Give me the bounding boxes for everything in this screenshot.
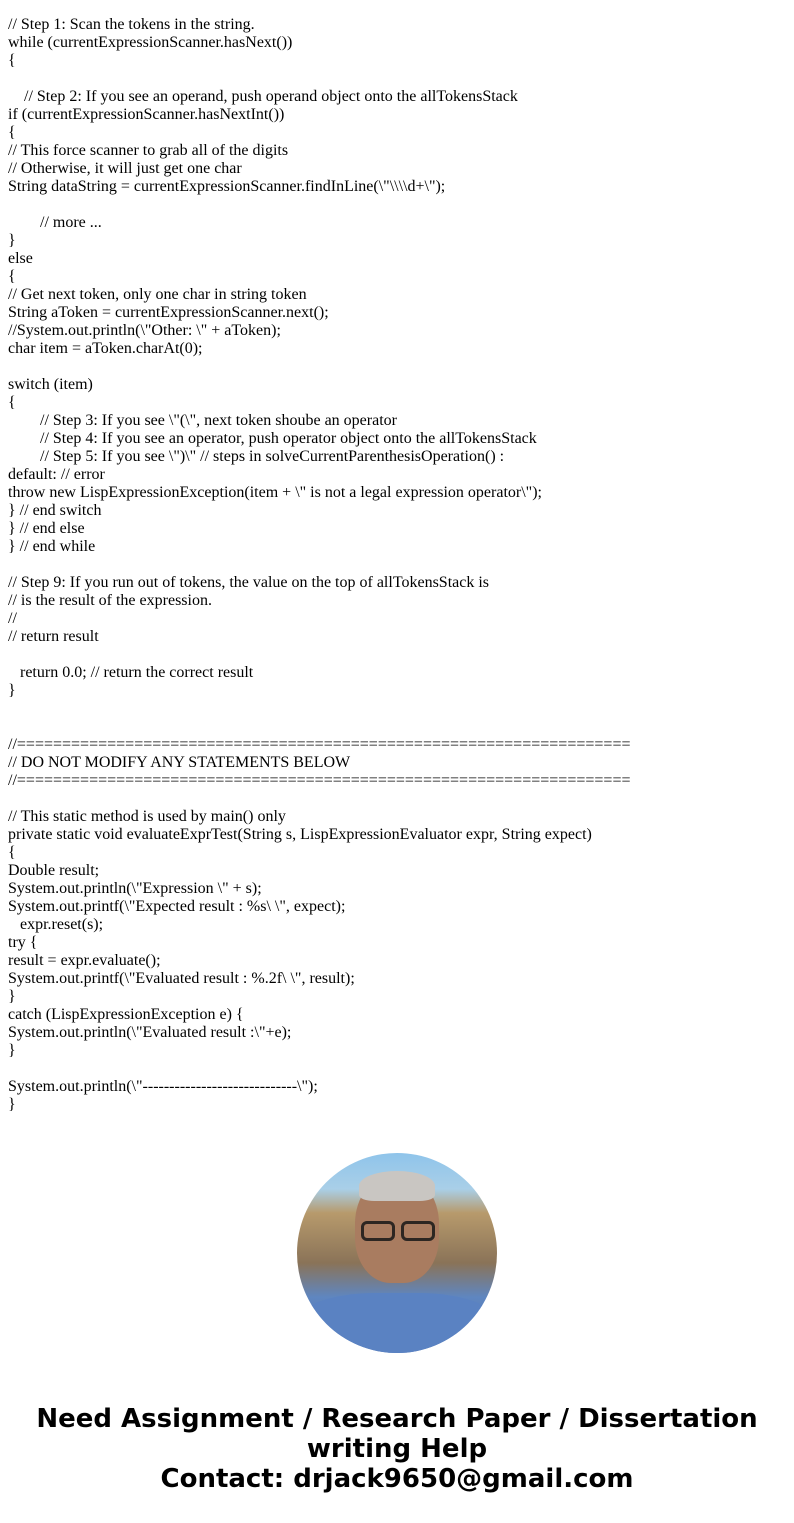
- code-line: return 0.0; // return the correct result: [8, 664, 254, 681]
- code-line: } // end else: [8, 520, 85, 537]
- code-line: //====================================================================: [8, 772, 631, 789]
- code-line: try {: [8, 934, 38, 951]
- code-line: {: [8, 52, 16, 69]
- code-line: }: [8, 1096, 16, 1113]
- code-line: expr.reset(s);: [8, 916, 104, 933]
- shirt: [297, 1293, 497, 1353]
- code-line: [8, 70, 630, 88]
- code-line: [8, 1060, 630, 1078]
- footer-line-3: Contact: drjack9650@gmail.com: [160, 1464, 634, 1494]
- code-line: //System.out.println(\"Other: \" + aToken);: [8, 322, 281, 339]
- code-line: // Step 4: If you see an operator, push operator object onto the allTokensStack: [8, 430, 537, 447]
- code-line: char item = aToken.charAt(0);: [8, 340, 203, 357]
- code-line: // more ...: [8, 214, 102, 231]
- code-line: } // end switch: [8, 502, 102, 519]
- code-line: } // end while: [8, 538, 96, 555]
- code-line: catch (LispExpressionException e) {: [8, 1006, 244, 1023]
- code-line: //====================================================================: [8, 736, 631, 753]
- code-line: private static void evaluateExprTest(String s, LispExpressionEvaluator expr, String expect): [8, 826, 592, 843]
- code-line: [8, 700, 630, 718]
- code-line: System.out.println(\"Expression \" + s);: [8, 880, 262, 897]
- code-line: if (currentExpressionScanner.hasNextInt()): [8, 106, 285, 123]
- code-line: String dataString = currentExpressionScanner.findInLine(\"\\\\d+\");: [8, 178, 446, 195]
- code-line: [8, 196, 630, 214]
- code-listing: [8, 16, 630, 1114]
- hair: [359, 1171, 435, 1201]
- code-line: // Step 5: If you see \")\" // steps in solveCurrentParenthesisOperation() :: [8, 448, 505, 465]
- code-line: [8, 790, 630, 808]
- code-line: }: [8, 682, 16, 699]
- code-line: // DO NOT MODIFY ANY STATEMENTS BELOW: [8, 754, 351, 771]
- footer-line-1: Need Assignment / Research Paper / Dissertation: [36, 1404, 758, 1434]
- code-line: result = expr.evaluate();: [8, 952, 161, 969]
- code-line: // is the result of the expression.: [8, 592, 212, 609]
- code-line: {: [8, 394, 16, 411]
- code-line: [8, 646, 630, 664]
- code-line: }: [8, 232, 16, 249]
- code-line: // Step 9: If you run out of tokens, the value on the top of allTokensStack is: [8, 574, 490, 591]
- code-line: // return result: [8, 628, 99, 645]
- code-line: }: [8, 1042, 16, 1059]
- glasses-icon: [357, 1221, 439, 1243]
- code-line: Double result;: [8, 862, 100, 879]
- code-line: switch (item): [8, 376, 93, 393]
- contact-footer: [0, 1404, 794, 1494]
- code-line: [8, 358, 630, 376]
- code-line: // Step 3: If you see \"(\", next token shoube an operator: [8, 412, 397, 429]
- code-line: System.out.println(\"Evaluated result :\"+e);: [8, 1024, 292, 1041]
- code-line: System.out.println(\"-----------------------------\");: [8, 1078, 318, 1095]
- code-line: [8, 718, 630, 736]
- code-line: System.out.printf(\"Evaluated result : %.2f\ \", result);: [8, 970, 355, 987]
- code-line: [8, 556, 630, 574]
- code-line: //: [8, 610, 17, 627]
- code-line: String aToken = currentExpressionScanner.next();: [8, 304, 329, 321]
- code-line: // Get next token, only one char in string token: [8, 286, 307, 303]
- code-line: {: [8, 268, 16, 285]
- code-line: // Step 2: If you see an operand, push operand object onto the allTokensStack: [8, 88, 518, 105]
- author-avatar: [297, 1153, 497, 1353]
- code-line: // This force scanner to grab all of the digits: [8, 142, 289, 159]
- code-line: System.out.printf(\"Expected result : %s\ \", expect);: [8, 898, 346, 915]
- code-line: throw new LispExpressionException(item + \" is not a legal expression operator\");: [8, 484, 542, 501]
- code-line: }: [8, 988, 16, 1005]
- footer-line-2: writing Help: [306, 1434, 488, 1464]
- code-line: // This static method is used by main() only: [8, 808, 286, 825]
- code-line: else: [8, 250, 33, 267]
- code-line: // Step 1: Scan the tokens in the string.: [8, 16, 255, 33]
- code-line: {: [8, 844, 16, 861]
- code-line: // Otherwise, it will just get one char: [8, 160, 242, 177]
- code-line: while (currentExpressionScanner.hasNext()): [8, 34, 293, 51]
- code-line: default: // error: [8, 466, 105, 483]
- code-line: {: [8, 124, 16, 141]
